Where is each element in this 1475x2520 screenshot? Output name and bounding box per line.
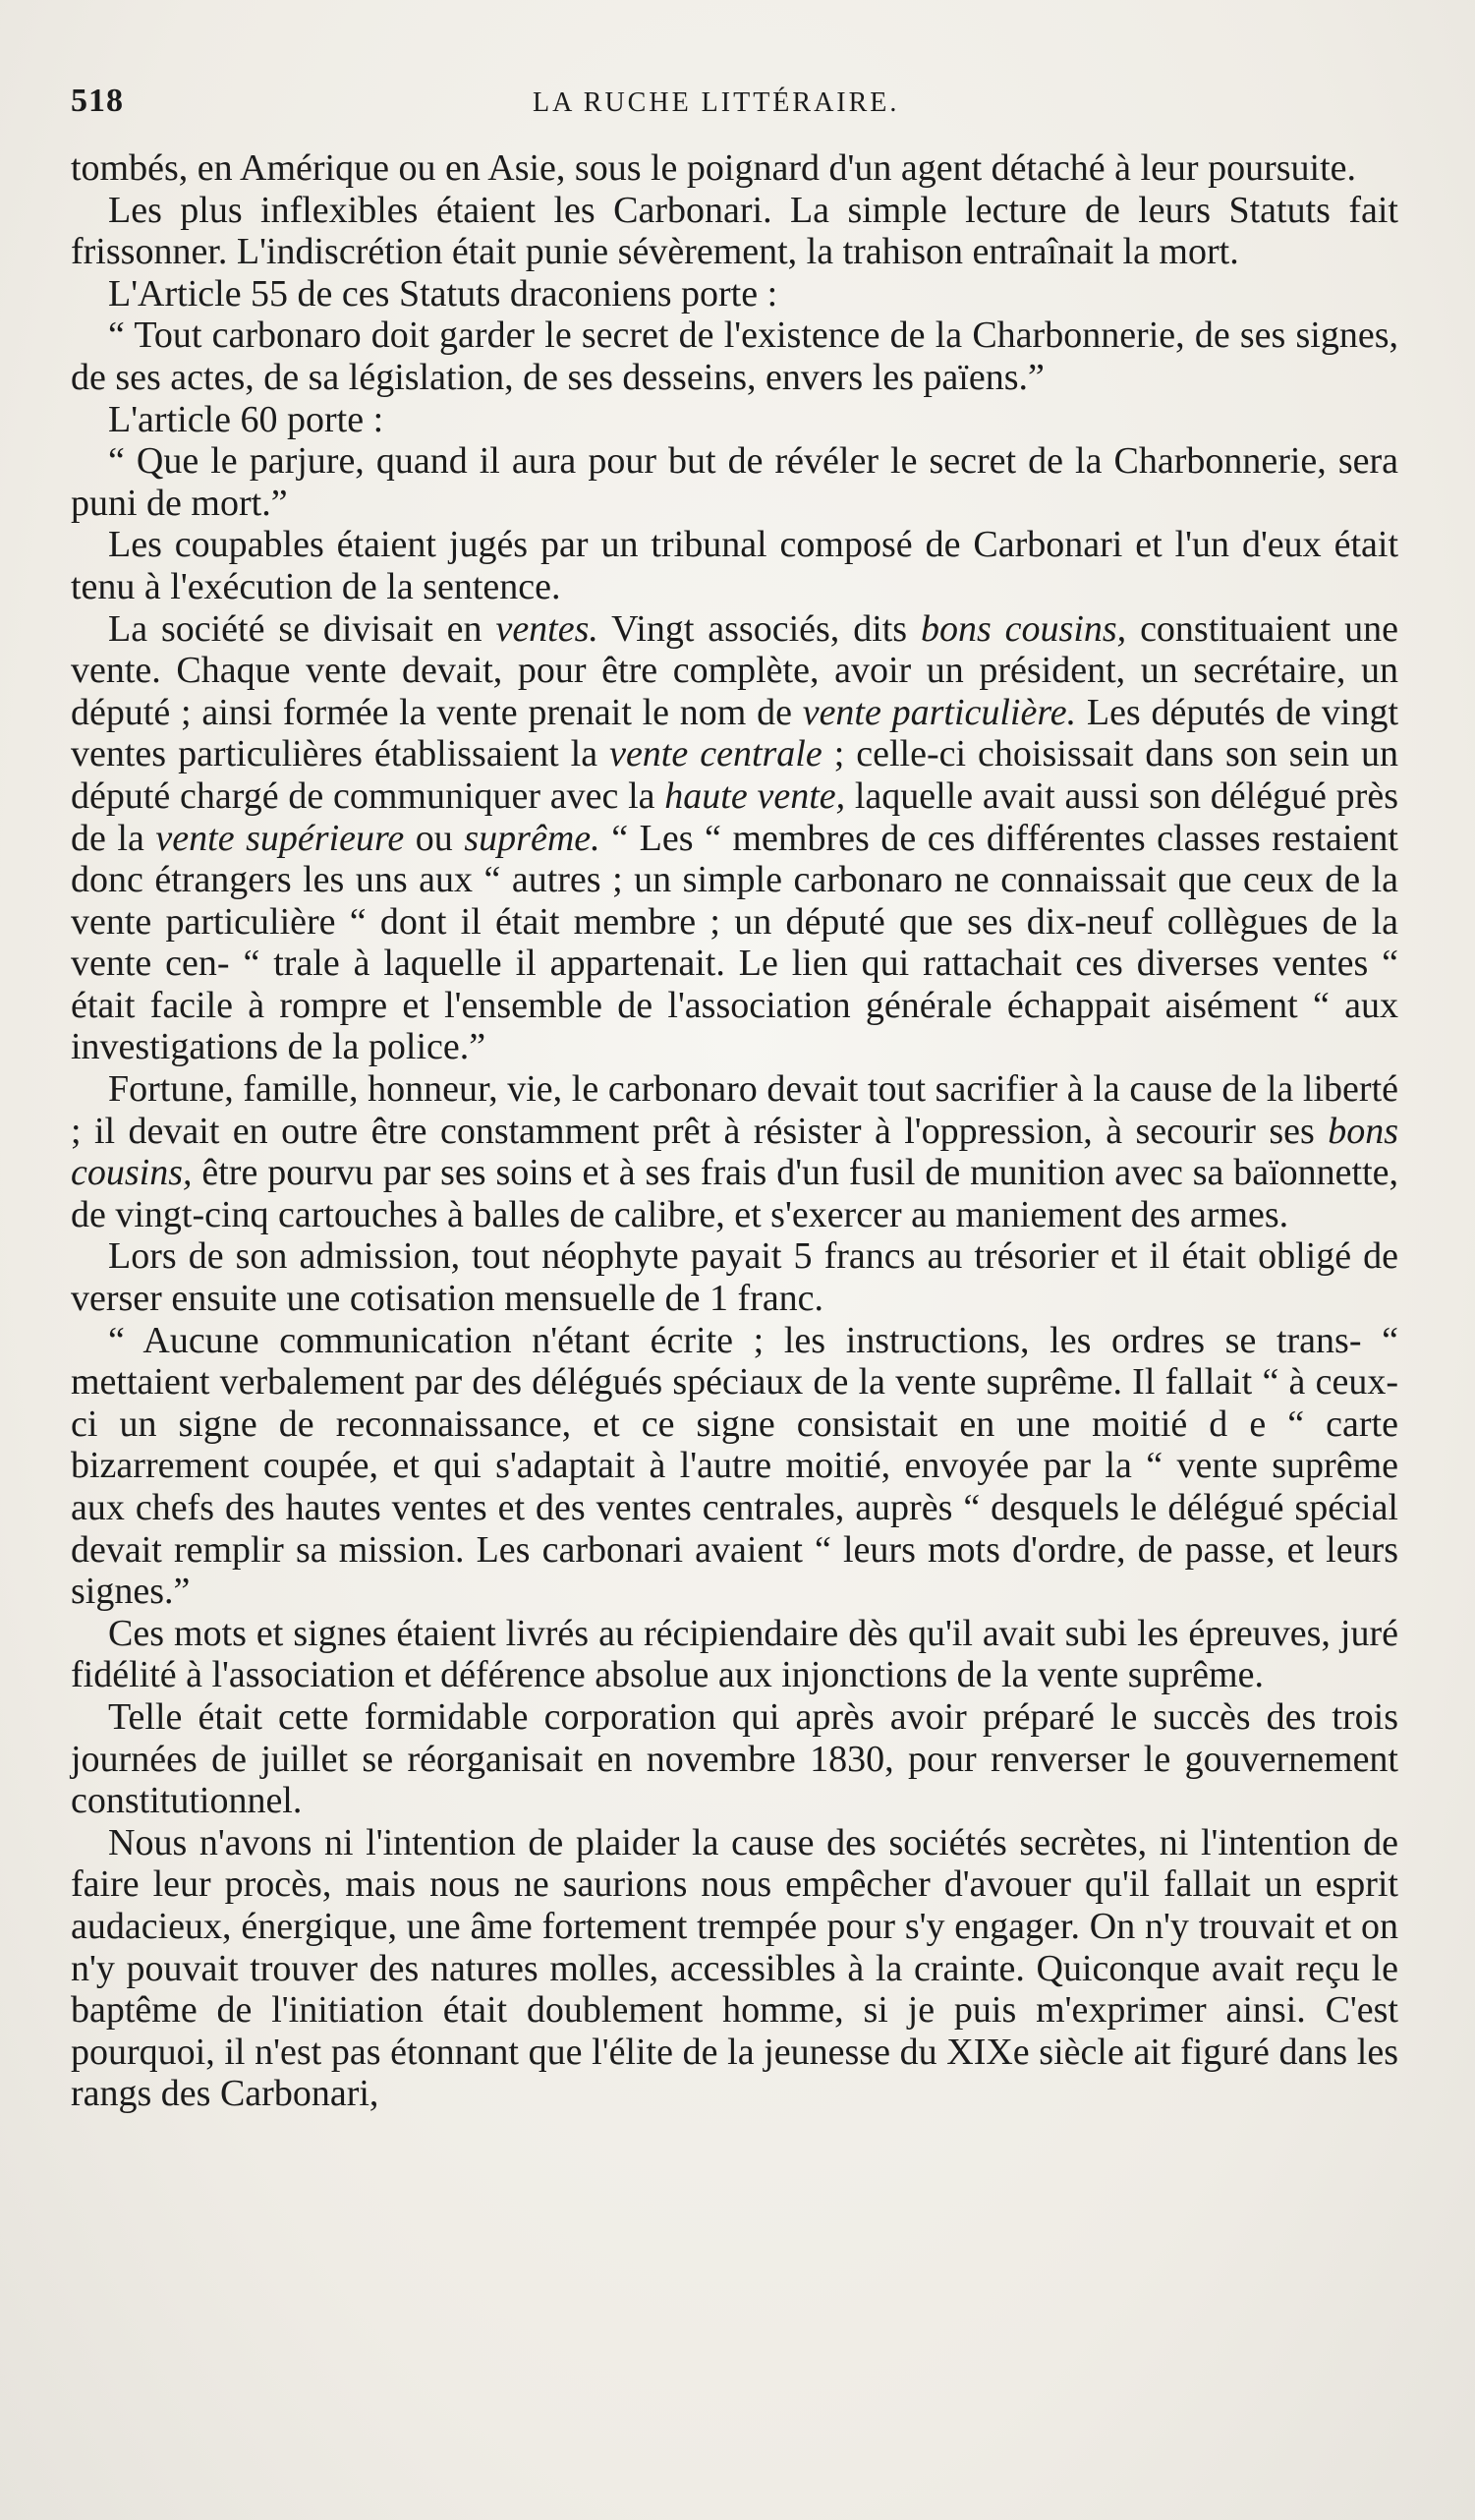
paragraph-communication-quote: “ Aucune communication n'étant écrite ; les instructions, les ordres se trans- “ mettaient verbalement par des délégués spéciaux de la vente suprême. Il fallait “ à ceux-ci un signe de reconnaissance, et ce signe consistait en une moitié d e “ carte bizarrement coupée, et qui s'adaptait à l'autre moitié, envoyée par la “ vente suprême aux chefs des hautes ventes et des ventes centrales, auprès “ desquels le délégué spécial devait remplir sa mission. Les carbonari avaient “ leurs mots d'ordre, de passe, et leurs signes.”: [71, 1319, 1398, 1613]
italic-term: vente supérieure: [155, 817, 405, 859]
page-number: 518: [71, 83, 124, 119]
italic-term: bons cousins,: [71, 1110, 1398, 1194]
text-run: constituaient une vente. Chaque vente devait, pour être complète, avoir un président, un secrétaire, un député ; ainsi formée la vente prenait le nom de: [71, 607, 1398, 733]
italic-term: vente particulière.: [802, 691, 1077, 733]
text-run: “ Les “ membres de ces différentes classes restaient donc étrangers les uns aux “ autres ; un simple carbonaro ne connaissait que ceux de la vente particulière “ dont il était membre ; un député que ses dix-neuf collègues de la vente cen- “ trale à laquelle il appartenait. Le lien qui rattachait ces diverses ventes “ était facile à rompre et l'ensemble de l'association générale échappait aisément “ aux investigations de la police.”: [71, 817, 1398, 1068]
text-run: Fortune, famille, honneur, vie, le carbonaro devait tout sacrifier à la cause de la liberté ; il devait en outre être constamment prêt à résister à l'oppression, à secourir ses: [71, 1068, 1398, 1152]
paragraph-mots-signes: Ces mots et signes étaient livrés au récipiendaire dès qu'il avait subi les épreuves, juré fidélité à l'association et déférence absolue aux injonctions de la vente suprême.: [71, 1612, 1398, 1696]
text-run: ; celle-ci choisissait dans son sein un député chargé de communiquer avec la: [71, 733, 1398, 817]
text-run: être pourvu par ses soins et à ses frais d'un fusil de munition avec sa baïonnette, de vingt-cinq cartouches à balles de calibre, et s'exercer au maniement des armes.: [71, 1152, 1398, 1235]
italic-term: bons cousins,: [920, 607, 1127, 650]
body-text: [71, 147, 1398, 2115]
page-header: [71, 83, 1398, 142]
text-run: Les députés de vingt ventes particulières établissaient la: [71, 691, 1399, 775]
text-run: ou: [404, 817, 465, 859]
paragraph-coupables: Les coupables étaient jugés par un tribunal composé de Carbonari et l'un d'eux était tenu à l'exécution de la sentence.: [71, 524, 1398, 607]
italic-term: ventes.: [495, 607, 598, 650]
running-title: LA RUCHE LITTÉRAIRE.: [533, 87, 900, 118]
paragraph-carbonari-inflexibles: Les plus inflexibles étaient les Carbonari. La simple lecture de leurs Statuts fait frissonner. L'indiscrétion était punie sévèrement, la trahison entraînait la mort.: [71, 189, 1398, 273]
paragraph-fortune: [71, 1068, 1398, 1235]
italic-term: haute vente,: [664, 774, 846, 817]
paragraph-corporation: Telle était cette formidable corporation qui après avoir préparé le succès des trois journées de juillet se réorganisait en novembre 1830, pour renverser le gouvernement constitutionnel.: [71, 1695, 1398, 1822]
paragraph-article-55-intro: L'Article 55 de ces Statuts draconiens porte :: [108, 272, 778, 315]
text-run: Vingt associés, dits: [597, 607, 921, 650]
text-run: La société se divisait en: [108, 607, 496, 650]
paragraph-admission: Lors de son admission, tout néophyte payait 5 francs au trésorier et il était obligé de verser ensuite une cotisation mensuelle de 1 franc.: [71, 1235, 1398, 1320]
paragraph-article-60-intro: L'article 60 porte :: [108, 398, 384, 440]
paragraph-article-60-quote: “ Que le parjure, quand il aura pour but de révéler le secret de la Charbonnerie, sera puni de mort.”: [71, 440, 1398, 524]
paragraph-conclusion: Nous n'avons ni l'intention de plaider la cause des sociétés secrètes, ni l'intention de faire leur procès, mais nous ne saurions nous empêcher d'avouer qu'il fallait un esprit audacieux, énergique, une âme fortement trempée pour s'y engager. On n'y trouvait et on n'y pouvait trouver des natures molles, accessibles à la crainte. Quiconque avait reçu le baptême de l'initiation était doublement homme, si je puis m'exprimer ainsi. C'est pourquoi, il n'est pas étonnant que l'élite de la jeunesse du XIXe siècle ait figuré dans les rangs des Carbonari,: [71, 1821, 1398, 2115]
italic-term: suprême.: [464, 817, 600, 859]
text-run: laquelle avait aussi son délégué près de la: [71, 774, 1398, 859]
paragraph-continuation: tombés, en Amérique ou en Asie, sous le poignard d'un agent détaché à leur poursuite.: [71, 147, 1357, 189]
paragraph-ventes: [71, 608, 1398, 1069]
italic-term: vente centrale: [609, 733, 823, 775]
paragraph-article-55-quote: “ Tout carbonaro doit garder le secret de l'existence de la Charbonnerie, de ses signes, de ses actes, de sa législation, de ses desseins, envers les païens.”: [71, 315, 1398, 398]
